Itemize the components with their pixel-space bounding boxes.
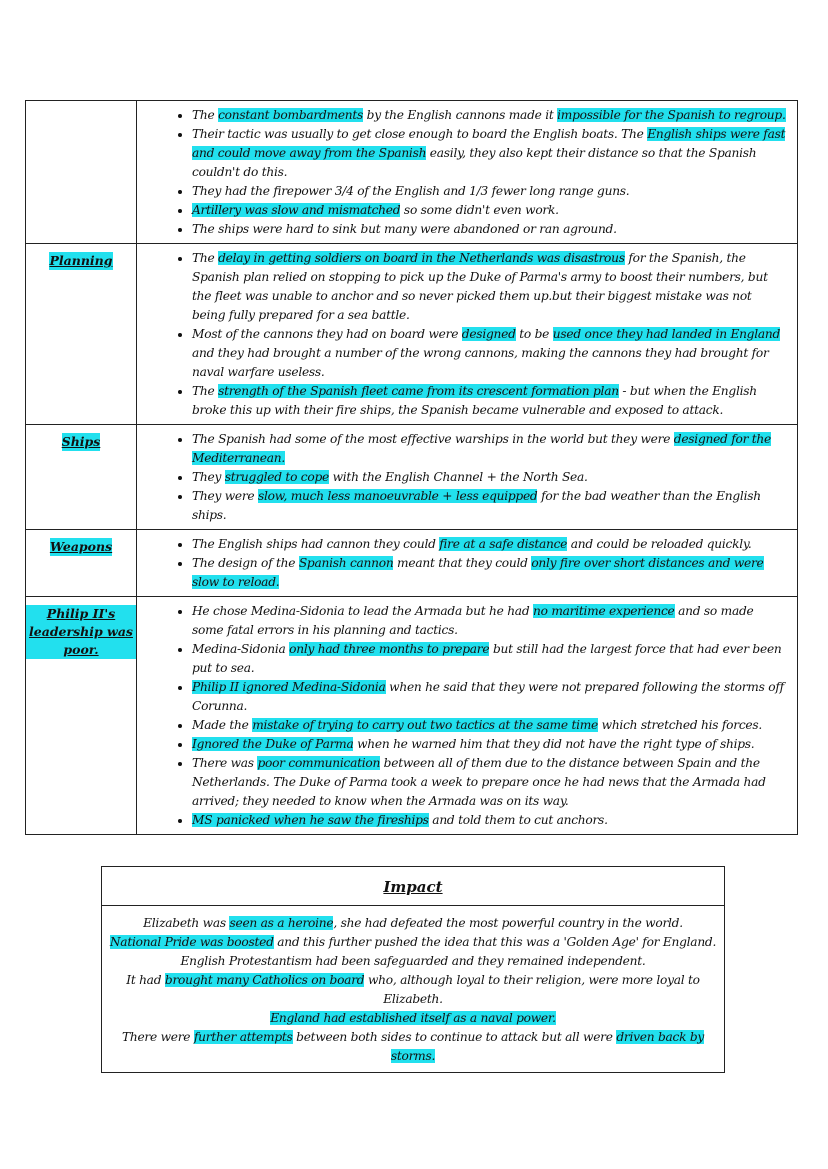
text-segment: The design of the	[192, 556, 299, 570]
highlighted-text: MS panicked when he saw the fireships	[192, 813, 429, 827]
text-segment: Medina-Sidonia	[192, 642, 290, 656]
text-segment: for the Spanish, the Spanish plan relied on stopping to pick up the Duke of Parma's army to boost their numbers, but the fleet was unable to anchor and so never picked them up.but their biggest mistake was not being fully prepared for a sea battle.	[192, 251, 768, 322]
text-segment: between all of them due to the distance between Spain and the Netherlands. The Duke of Parma took a week to prepare once he had news that the Armada had arrived; they needed to know when the Armada was on its way.	[192, 756, 766, 808]
highlighted-text: Ignored the Duke of Parma	[192, 737, 354, 751]
text-segment: to be	[515, 327, 553, 341]
text-segment: The	[192, 108, 219, 122]
bullet-point	[192, 554, 787, 592]
impact-header	[102, 867, 724, 906]
highlighted-text: Artillery was slow and mismatched	[192, 203, 401, 217]
impact-line	[108, 1009, 718, 1028]
bullet-point	[192, 201, 787, 220]
text-segment: Their tactic was usually to get close enough to board the English boats. The	[192, 127, 648, 141]
bullet-point	[192, 382, 787, 420]
text-segment: by the English cannons made it	[363, 108, 558, 122]
bullet-point	[192, 468, 787, 487]
highlighted-text: struggled to cope	[224, 470, 329, 484]
text-segment: He chose Medina-Sidonia to lead the Armada but he had	[192, 604, 534, 618]
text-segment: There was	[192, 756, 258, 770]
highlighted-text: no maritime experience	[533, 604, 675, 618]
bullet-point	[192, 487, 787, 525]
factor-content-cell	[137, 244, 798, 425]
factor-row	[26, 425, 798, 530]
highlighted-text: Spanish cannon	[298, 556, 394, 570]
highlighted-text: poor communication	[257, 756, 381, 770]
bullet-point	[192, 602, 787, 640]
impact-line	[108, 1028, 718, 1066]
impact-line	[108, 914, 718, 933]
highlighted-text: National Pride was boosted	[109, 935, 274, 949]
factor-label: Philip II's leadership was poor.	[26, 605, 136, 659]
factor-row	[26, 244, 798, 425]
factor-label-cell	[26, 530, 137, 597]
bullet-point	[192, 535, 787, 554]
factors-table	[25, 100, 798, 835]
highlighted-text: only had three months to prepare	[289, 642, 490, 656]
text-segment: It had	[126, 973, 165, 987]
text-segment: They were	[192, 489, 259, 503]
text-segment: which stretched his forces.	[598, 718, 763, 732]
text-segment: English Protestantism had been safeguarded and they remained independent.	[180, 954, 646, 968]
text-segment: easily, they also kept their distance so that the Spanish couldn't do this.	[192, 146, 757, 179]
text-segment: and could be reloaded quickly.	[567, 537, 752, 551]
highlighted-text: fire at a safe distance	[439, 537, 568, 551]
factor-content-cell	[137, 101, 798, 244]
bullet-point	[192, 325, 787, 382]
factor-label-cell	[26, 244, 137, 425]
impact-line	[108, 971, 718, 1009]
text-segment: with the English Channel + the North Sea.	[328, 470, 588, 484]
highlighted-text: used once they had landed in England	[552, 327, 781, 341]
highlighted-text: delay in getting soldiers on board in the Netherlands was disastrous	[218, 251, 625, 265]
text-segment: The English ships had cannon they could	[192, 537, 440, 551]
highlighted-text: English ships were fast and could move away from the Spanish	[192, 127, 786, 160]
highlighted-text: slow, much less manoeuvrable + less equipped	[258, 489, 538, 503]
bullet-point	[192, 716, 787, 735]
text-segment: and so made some fatal errors in his planning and tactics.	[192, 604, 754, 637]
highlighted-text: constant bombardments	[218, 108, 364, 122]
bullet-list	[137, 597, 797, 834]
factor-label: Weapons	[49, 539, 113, 554]
bullet-list	[137, 530, 797, 596]
bullet-point	[192, 430, 787, 468]
highlighted-text: brought many Catholics on board	[164, 973, 365, 987]
text-segment: Elizabeth was	[143, 916, 230, 930]
bullet-point	[192, 678, 787, 716]
text-segment: There were	[121, 1030, 194, 1044]
bullet-list	[137, 101, 797, 243]
factor-content-cell	[137, 425, 798, 530]
factor-row	[26, 530, 798, 597]
highlighted-text: designed for the Mediterranean.	[192, 432, 771, 465]
text-segment: but still had the largest force that had ever been put to sea.	[192, 642, 782, 675]
text-segment: and this further pushed the idea that this was a 'Golden Age' for England.	[273, 935, 717, 949]
bullet-list	[137, 425, 797, 529]
impact-line	[108, 952, 718, 971]
factor-row	[26, 597, 798, 835]
text-segment: for the bad weather than the English ships.	[192, 489, 761, 522]
bullet-point	[192, 220, 787, 239]
factor-label: Ships	[61, 434, 101, 449]
factor-label-cell	[26, 597, 137, 835]
text-segment: The ships were hard to sink but many were abandoned or ran aground.	[192, 222, 617, 236]
highlighted-text: England had established itself as a naval power.	[270, 1011, 556, 1025]
factor-label-cell	[26, 101, 137, 244]
factor-label-cell	[26, 425, 137, 530]
impact-title: Impact	[383, 878, 443, 896]
highlighted-text: further attempts	[193, 1030, 293, 1044]
bullet-point	[192, 125, 787, 182]
highlighted-text: only fire over short distances and were slow to reload.	[192, 556, 764, 589]
text-segment: and told them to cut anchors.	[428, 813, 608, 827]
bullet-point	[192, 735, 787, 754]
factor-label: Planning	[49, 253, 113, 268]
text-segment: and they had brought a number of the wrong cannons, making the cannons they had brought for naval warfare useless.	[192, 346, 769, 379]
text-segment: between both sides to continue to attack but all were	[292, 1030, 617, 1044]
bullet-point	[192, 754, 787, 811]
impact-line	[108, 933, 718, 952]
text-segment: when he warned him that they did not have the right type of ships.	[353, 737, 755, 751]
factor-content-cell	[137, 530, 798, 597]
bullet-point	[192, 182, 787, 201]
text-segment: when he said that they were not prepared following the storms off Corunna.	[192, 680, 784, 713]
highlighted-text: seen as a heroine	[229, 916, 334, 930]
impact-body	[102, 906, 724, 1072]
highlighted-text: driven back by storms.	[390, 1030, 705, 1063]
text-segment: They had the firepower 3/4 of the English and 1/3 fewer long range guns.	[192, 184, 630, 198]
text-segment: meant that they could	[393, 556, 532, 570]
highlighted-text: impossible for the Spanish to regroup.	[557, 108, 786, 122]
text-segment: who, although loyal to their religion, were more loyal to Elizabeth.	[364, 973, 700, 1006]
highlighted-text: mistake of trying to carry out two tactics at the same time	[252, 718, 599, 732]
factor-row	[26, 101, 798, 244]
highlighted-text: strength of the Spanish fleet came from its crescent formation plan	[218, 384, 619, 398]
bullet-point	[192, 640, 787, 678]
text-segment: - but when the English broke this up with their fire ships, the Spanish became vulnerable and exposed to attack.	[192, 384, 757, 417]
highlighted-text: designed	[461, 327, 516, 341]
text-segment: , she had defeated the most powerful country in the world.	[333, 916, 683, 930]
text-segment: They	[192, 470, 225, 484]
text-segment: Most of the cannons they had on board were	[192, 327, 462, 341]
factor-content-cell	[137, 597, 798, 835]
bullet-point	[192, 106, 787, 125]
text-segment: so some didn't even work.	[400, 203, 559, 217]
highlighted-text: Philip II ignored Medina-Sidonia	[192, 680, 386, 694]
bullet-point	[192, 249, 787, 325]
text-segment: The	[192, 384, 219, 398]
text-segment: Made the	[192, 718, 253, 732]
impact-box	[101, 866, 725, 1073]
text-segment: The	[192, 251, 219, 265]
text-segment: The Spanish had some of the most effective warships in the world but they were	[192, 432, 674, 446]
bullet-point	[192, 811, 787, 830]
bullet-list	[137, 244, 797, 424]
